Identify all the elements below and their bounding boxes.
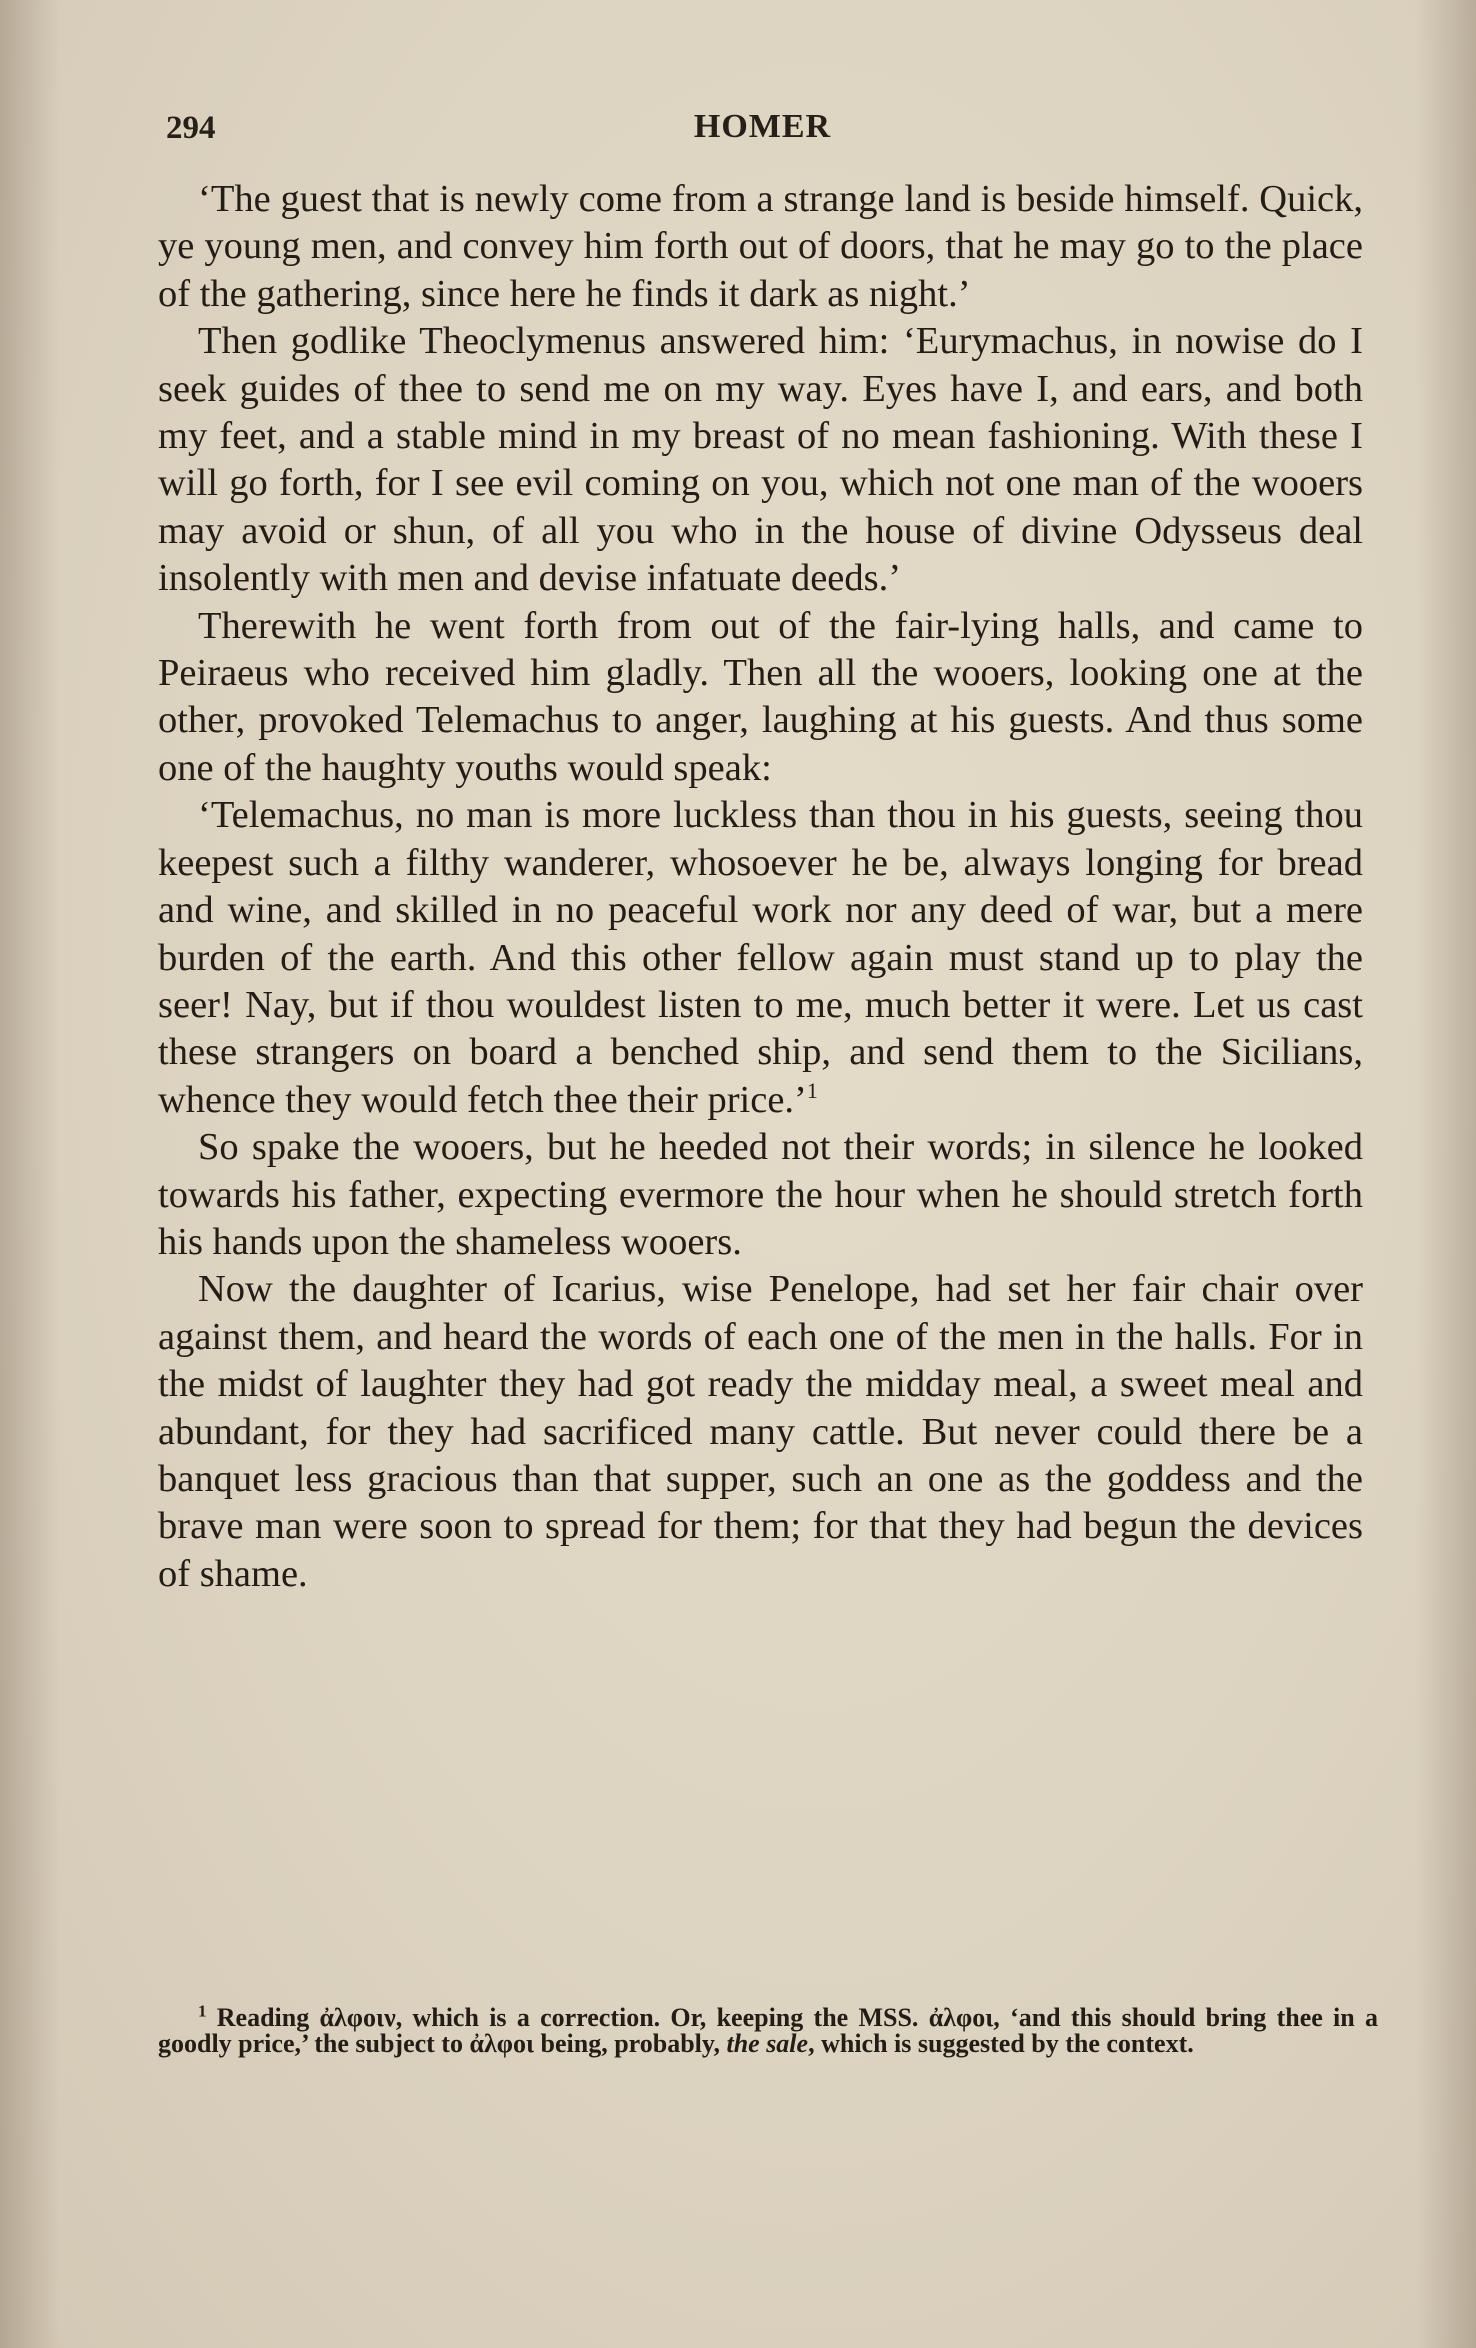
paragraph: ‘The guest that is newly come from a strange land is beside himself. Quick, ye young men, and convey him forth out of doors, that he may go to the place of the gathering, since here he finds it dark as night.’ bbox=[158, 178, 1363, 315]
paragraph: Then godlike Theoclymenus answered him: ‘Eurymachus, in nowise do I seek guides of thee to send me on my way. Eyes have I, and ears, and both my feet, and a stable mind in my breast of no mean fashioning. With these I will go forth, for I see evil coming on you, which not one man of the wooers may avoid or shun, of all you who in the house of divine Odysseus deal insolently with men and devise infatuate deeds.’ bbox=[158, 320, 1363, 600]
footnote-text bbox=[158, 2001, 1379, 2058]
footnote-reference: 1 bbox=[806, 1077, 818, 1103]
paragraph-text: ‘Telemachus, no man is more luckless than thou in his guests, seeing thou keepest such a filthy wanderer, whosoever he be, always longing for bread and wine, and skilled in no peaceful work nor any deed of war, but a mere burden of the earth. And this other fellow again must stand up to play the seer! Nay, but if thou wouldest listen to me, much better it were. Let us cast these strangers on board a benched ship, and send them to the Sicilians, whence they would fetch thee their price.’ bbox=[158, 794, 1363, 1121]
footnote-text-part: , which is suggested by the context. bbox=[808, 2029, 1194, 2058]
body-text bbox=[158, 176, 1363, 1598]
paragraph: So spake the wooers, but he heeded not their words; in silence he looked towards his father, expecting evermore the hour when he should stretch forth his hands upon the shameless wooers. bbox=[158, 1126, 1363, 1263]
footnote-text-part: Reading ἀλφοιν, which is a correction. Or, keeping the MSS. ἀλφοι, ‘and this should bring thee in a goodly price,’ the subject to ἀλφοι being, probably, bbox=[158, 2003, 1379, 2058]
page-number: 294 bbox=[166, 110, 216, 146]
running-head bbox=[160, 104, 1365, 154]
footnote bbox=[158, 2001, 1379, 2058]
paragraph-with-footnote bbox=[158, 792, 1363, 1124]
footnote-marker: 1 bbox=[198, 2001, 207, 2021]
page-shadow-left bbox=[0, 0, 60, 2348]
book-title: HOMER bbox=[693, 108, 832, 145]
paragraph: Now the daughter of Icarius, wise Penelope, had set her fair chair over against them, and heard the words of each one of the men in the halls. For in the midst of laughter they had got ready the midday meal, a sweet meal and abundant, for they had sacrificed many cattle. But never could there be a banquet less gracious than that supper, such an one as the goddess and the brave man were soon to spread for them; for that they had begun the devices of shame. bbox=[158, 1268, 1363, 1595]
paragraph: Therewith he went forth from out of the fair-lying halls, and came to Peiraeus who received him gladly. Then all the wooers, looking one at the other, provoked Telemachus to anger, laughing at his guests. And thus some one of the haughty youths would speak: bbox=[158, 604, 1363, 789]
footnote-italic-text: the sale bbox=[726, 2029, 809, 2058]
page-shadow-right bbox=[1416, 0, 1476, 2348]
